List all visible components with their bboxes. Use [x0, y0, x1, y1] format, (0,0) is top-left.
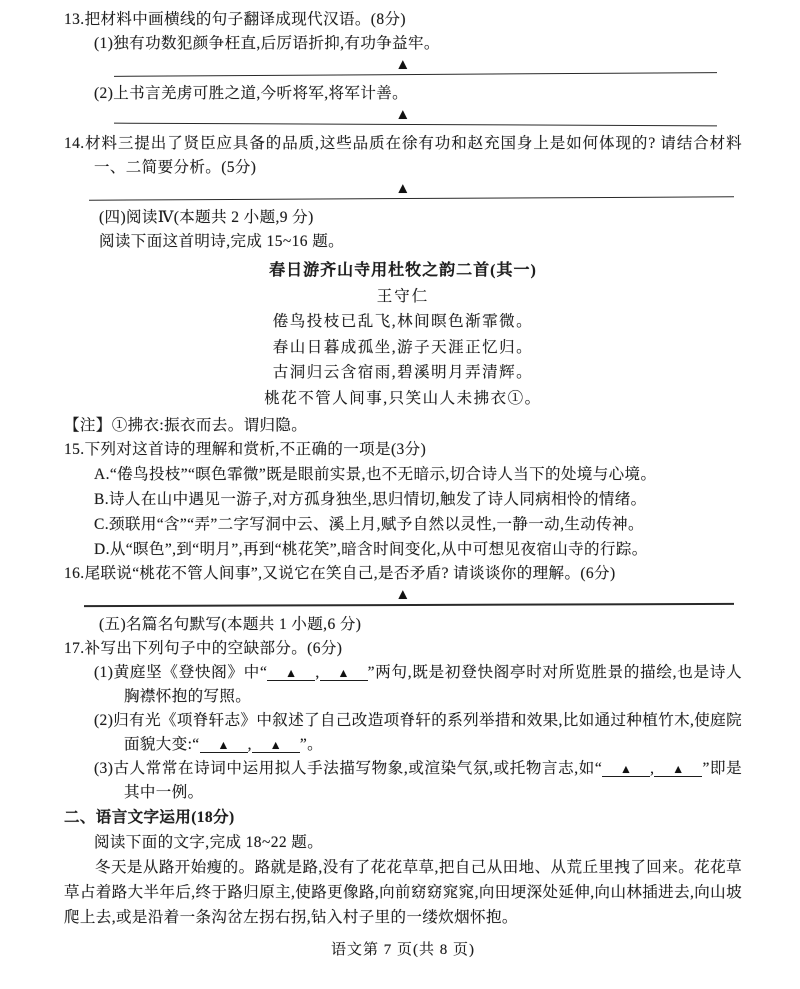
question-15-option-b: B.诗人在山中遇见一游子,对方孤身独坐,思归情切,触发了诗人同病相怜的情绪。	[94, 491, 647, 508]
fill-blank-marker: ▲	[200, 738, 248, 753]
reading-passage: 冬天是从路开始瘦的。路就是路,没有了花花草草,把自己从田地、从荒丘里拽了回来。花花草草占着路大半年后,终于路归原主,使路更像路,向前窈窈窕窕,向田埂深处延伸,向山林插进去,向山坡爬上去,或是沿着一条沟岔左拐右拐,钻入村子里的一缕炊烟怀抱。	[64, 859, 742, 926]
section-5-header: (五)名篇名句默写(本题共 1 小题,6 分)	[99, 616, 362, 633]
poem-line: 桃花不管人间事,只笑山人未拂衣①。	[264, 389, 542, 407]
fill-blank-marker: ▲	[320, 666, 368, 681]
poem-block	[64, 258, 742, 411]
question-17-item-2	[94, 709, 742, 757]
fill-blank-marker: ▲	[267, 666, 315, 681]
question-15-option-c: C.颈联用“含”“弄”二字写洞中云、溪上月,赋予自然以灵性,一静一动,生动传神。	[94, 516, 644, 533]
question-13-stem: 13.把材料中画横线的句子翻译成现代汉语。(8分)	[64, 11, 406, 28]
answer-area-14	[64, 181, 742, 199]
poem-line: 倦鸟投枝已乱飞,林间暝色渐霏微。	[272, 313, 534, 330]
question-15-stem: 15.下列对这首诗的理解和赏析,不正确的一项是(3分)	[64, 441, 427, 458]
q17-3-text-pre: (3)古人常常在诗词中运用拟人手法描写物象,或渲染气氛,或托物言志,如“	[94, 760, 603, 777]
q17-1-text-post: ”两句,既是初登快阁亭时对所览胜景的描绘,也是诗人胸襟怀抱的写照。	[124, 664, 742, 705]
poem-author: 王守仁	[376, 288, 430, 305]
page-footer: 语文第 7 页(共 8 页)	[331, 942, 475, 958]
question-15-option-a: A.“倦鸟投枝”“暝色霏微”既是眼前实景,也不无暗示,切合诗人当下的处境与心境。	[94, 466, 657, 483]
q17-2-text-post: ”。	[299, 736, 324, 753]
q17-3-text-post: ”即是其中一例。	[124, 760, 742, 801]
poem-title: 春日游齐山寺用杜牧之韵二首(其一)	[269, 262, 537, 279]
answer-marker-icon: ▲	[395, 57, 411, 73]
section-4-intro: 阅读下面这首明诗,完成 15~16 题。	[99, 233, 345, 250]
blank-separator: ,	[247, 736, 252, 753]
question-17-stem: 17.补写出下列句子中的空缺部分。(6分)	[64, 640, 343, 657]
blank-separator: ,	[315, 664, 320, 681]
poem-line: 古洞归云含宿雨,碧溪明月弄清辉。	[272, 364, 534, 381]
question-13-item-2: (2)上书言羌虏可胜之道,今听将军,将军计善。	[94, 85, 409, 102]
answer-marker-icon: ▲	[395, 181, 411, 197]
answer-marker-icon: ▲	[395, 587, 411, 603]
question-16-stem: 16.尾联说“桃花不管人间事”,又说它在笑自己,是否矛盾? 请谈谈你的理解。(6分)	[64, 565, 616, 582]
section-language-use-header: 二、语言文字运用(18分)	[64, 809, 235, 826]
question-17-item-3	[94, 757, 742, 805]
poem-line: 春山日暮成孤坐,游子天涯正忆归。	[272, 338, 534, 356]
fill-blank-marker: ▲	[602, 762, 650, 777]
answer-marker-icon: ▲	[395, 107, 411, 123]
section-language-use-intro: 阅读下面的文字,完成 18~22 题。	[94, 834, 324, 851]
question-15-option-d: D.从“暝色”,到“明月”,再到“桃花笑”,暗含时间变化,从中可想见夜宿山寺的行踪。	[94, 541, 648, 558]
q17-1-text-pre: (1)黄庭坚《登快阁》中“	[94, 664, 268, 681]
answer-area-13-1	[64, 57, 742, 75]
question-17-item-1	[94, 661, 742, 709]
poem-note: 【注】①拂衣:振衣而去。谓归隐。	[64, 417, 308, 434]
question-14-stem: 14.材料三提出了贤臣应具备的品质,这些品质在徐有功和赵充国身上是如何体现的? 请结合材料一、二简要分析。(5分)	[64, 135, 742, 176]
section-4-header: (四)阅读Ⅳ(本题共 2 小题,9 分)	[99, 209, 314, 226]
q17-2-text-pre: (2)归有光《项脊轩志》中叙述了自己改造项脊轩的系列举措和效果,比如通过种植竹木,使庭院面貌大变:“	[94, 712, 742, 753]
blank-separator: ,	[650, 760, 655, 777]
fill-blank-marker: ▲	[252, 738, 300, 753]
answer-area-13-2	[64, 107, 742, 125]
question-13-item-1: (1)独有功数犯颜争枉直,后厉语折抑,有功争益牢。	[94, 35, 440, 52]
answer-area-16	[64, 587, 742, 606]
fill-blank-marker: ▲	[654, 762, 702, 777]
